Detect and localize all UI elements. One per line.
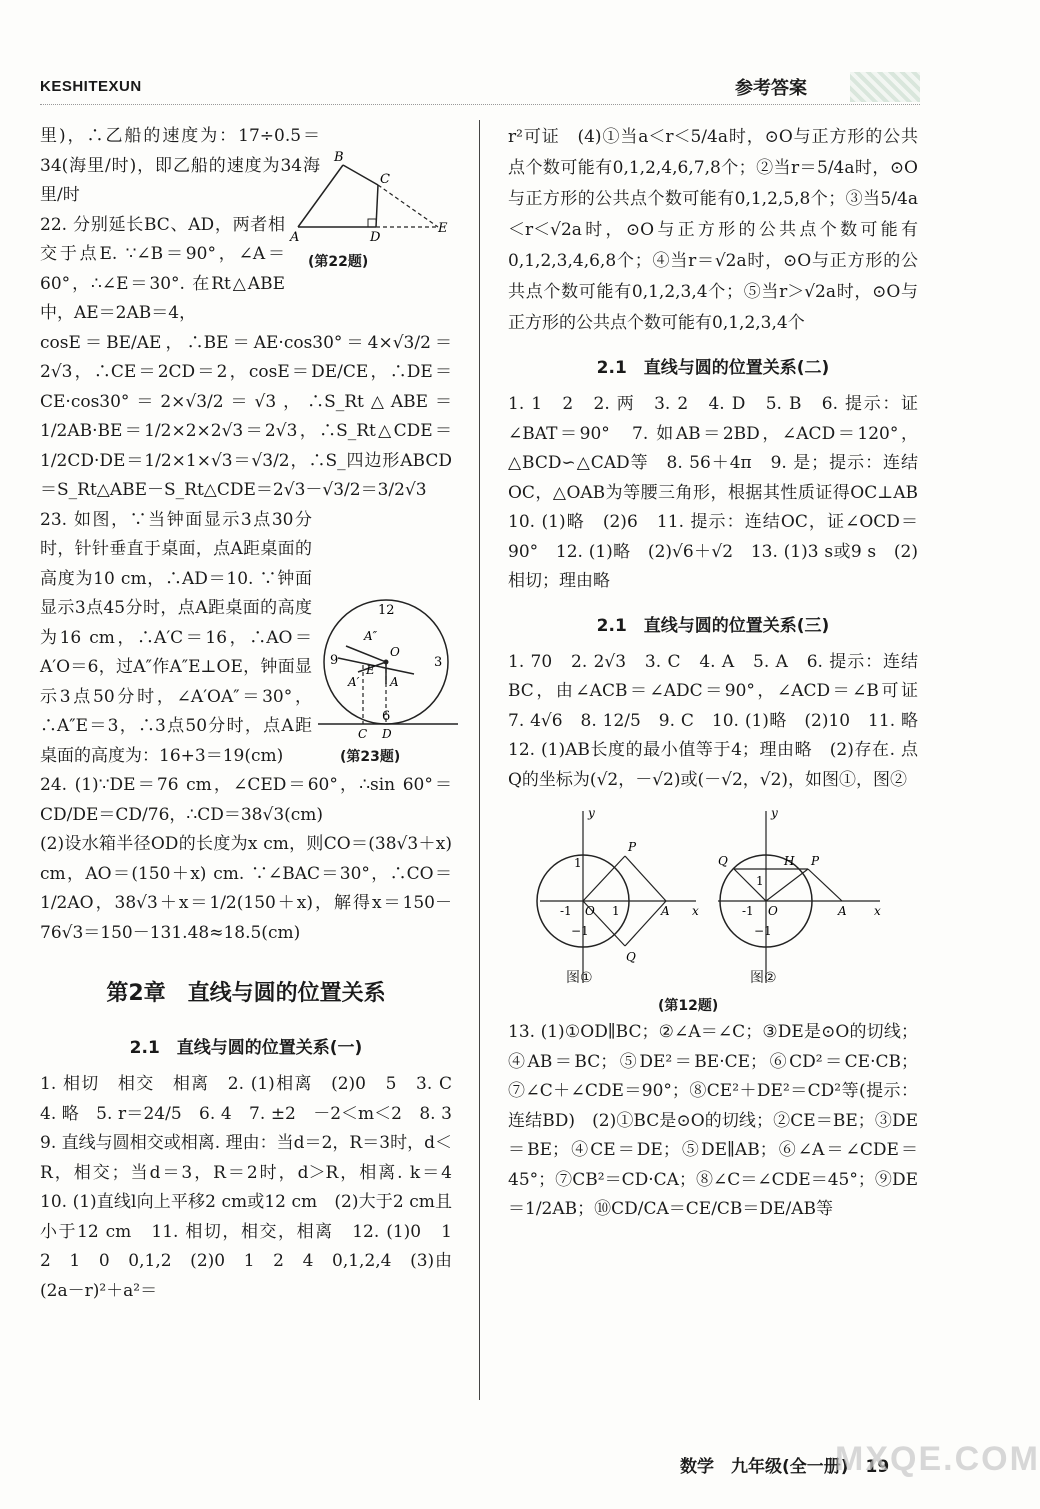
page-footer: 数学 九年级(全一册) 19 — [680, 1457, 890, 1477]
clock-6: 6 — [382, 709, 391, 724]
fig1-1: 1 — [612, 904, 620, 918]
fig1-P: P — [628, 840, 637, 854]
figure-12-group — [508, 803, 918, 1018]
fig2-minus1: -1 — [742, 904, 754, 918]
fig1-minus1: -1 — [560, 904, 572, 918]
clock-12: 12 — [378, 603, 395, 618]
answer-24-part2: (2)设水箱半径OD的长度为x cm，则CO＝(38√3＋x) cm，AO＝(150＋x) cm. ∵∠BAC＝30°，∴CO＝1/2AO，38√3＋x＝1/2(150＋x)，解得x＝150－76√3＝150－131.48≈18.5(cm) — [40, 834, 452, 943]
label-C: C — [380, 172, 390, 187]
fig1-O: O — [585, 904, 595, 918]
header-brand: KESHITEXUN — [40, 78, 142, 95]
label-B: B — [334, 150, 344, 165]
label-A: A — [390, 675, 399, 689]
fig1-y: y — [588, 806, 595, 820]
label-A-double-prime: A″ — [364, 629, 378, 643]
fig2-1: 1 — [756, 874, 764, 888]
fig2-O: O — [768, 904, 778, 918]
answer-12-continued: r²可证 (4)①当a＜r＜5/4a时，⊙O与正方形的公共点个数可能有0,1,2,4,6,7,8个；②当r＝5/4a时，⊙O与正方形的公共点个数可能有0,1,2,5,8个；③当5/4a＜r＜√2a时，⊙O与正方形的公共点个数可能有0,1,2,3,4,6,8个；④当r＝√2a时，⊙O与正方形的公共点个数可能有0,1,2,3,4个；⑤当r＞√2a时，⊙O与正方形的公共点个数可能有0,1,2,3,4个 — [508, 127, 918, 333]
label-D: D — [382, 727, 392, 741]
fig1-Q: Q — [626, 950, 636, 964]
fig1-A: A — [661, 904, 670, 918]
section-title-2: 2.1 直线与圆的位置关系(二) — [596, 358, 830, 378]
watermark: MXQE.COM — [835, 1440, 1040, 1478]
column-divider — [479, 120, 480, 1400]
header-decoration — [850, 72, 920, 102]
right-column — [508, 122, 935, 1225]
section-title-3: 2.1 直线与圆的位置关系(三) — [596, 615, 830, 636]
fig2-P: P — [811, 854, 820, 868]
clock-9: 9 — [330, 653, 339, 668]
label-C: C — [358, 727, 368, 741]
label-E: E — [438, 221, 448, 236]
fig2-A: A — [838, 904, 847, 918]
label-E: E — [366, 663, 375, 677]
header-title: 参考答案 — [735, 78, 807, 99]
fig2-Q: Q — [718, 854, 728, 868]
label-O: O — [390, 645, 400, 659]
figure-12-caption-2: 图② — [750, 970, 777, 986]
section-1-answers: 1. 相切 相交 相离 2. (1)相离 (2)0 5 3. C 4. 略 5. r＝24/5 6. 4 7. ±2 －2＜m＜2 8. 3 9. 直线与圆相交或相离. 理由：当d＝2，R＝3时，d＜R，相交；当d＝3，R＝2时，d＞R，相离. k＝4 10. (1)直线l向上平移2 cm或12 cm (2)大于2 cm且小于12 cm 11. 相切，相交，相离 12. (1)0 1 2 1 0 0,1,2 (2)0 1 2 4 0,1,2,4 (3)由(2a－r)²＋a²＝ — [40, 1074, 469, 1301]
fig2-x: x — [874, 904, 881, 918]
label-A-prime: A′ — [348, 675, 360, 689]
label-A: A — [290, 230, 300, 245]
figure-22-caption: (第22题) — [308, 254, 369, 270]
figure-12-caption-1: 图① — [566, 970, 593, 986]
answer-22-calc: cosE＝BE/AE，∴BE＝AE·cos30°＝4×√3/2＝2√3，∴CE＝2CD＝2，cosE＝DE/CE，∴DE＝CE·cos30°＝2×√3/2＝√3，∴S_Rt△ABE＝1/2AB·BE＝1/2×2×2√3＝2√3，∴S_Rt△CDE＝1/2CD·DE＝1/2×1×√3＝√3/2，∴S_四边形ABCD＝S_Rt△ABE－S_Rt△CDE＝2√3－√3/2＝3/2√3 — [40, 332, 452, 500]
header-rule — [40, 104, 920, 105]
figure-23 — [318, 592, 458, 772]
figure-23-caption: (第23题) — [340, 749, 401, 765]
clock-3: 3 — [434, 655, 443, 670]
fig2-y: y — [771, 806, 778, 820]
fig1-x: x — [692, 904, 699, 918]
chapter-title: 第2章 直线与圆的位置关系 — [106, 981, 386, 1006]
figure-12-diagrams — [508, 803, 918, 993]
label-D: D — [370, 230, 381, 245]
answer-13: 13. (1)①OD∥BC；②∠A＝∠C；③DE是⊙O的切线；④AB＝BC；⑤DE²＝BE·CE；⑥CD²＝CE·CB；⑦∠C＋∠CDE＝90°；⑧CE²＋DE²＝CD²等(提示：连结BD) (2)①BC是⊙O的切线；②CE＝BE；③DE＝BE；④CE＝DE；⑤DE∥AB；⑥∠A＝∠CDE＝45°；⑦CB²＝CD·CA；⑧∠C＝∠CDE＝45°；⑨DE＝1/2AB；⑩CD/CA＝CE/CB＝DE/AB等 — [508, 1022, 918, 1219]
section-2-answers: 1. 1 2 2. 两 3. 2 4. D 5. B 6. 提示：证∠BAT＝90° 7. 如AB＝2BD，∠ACD＝120°，△BCD∽△CAD等 8. 56＋4π 9. 是；提示：连结OC，△OAB为等腰三角形，根据其性质证得OC⊥AB 10. (1)略 (2)6 11. 提示：连结OC，证∠OCD＝90° 12. (1)略 (2)√6＋√2 13. (1)3 s或9 s (2)相切；理由略 — [508, 394, 935, 591]
fig2-H: H — [784, 854, 795, 868]
figure-12-caption: (第12题) — [658, 998, 719, 1014]
figure-22 — [288, 145, 458, 275]
figure-23-diagram — [318, 592, 458, 742]
fig2-minus1-y: −1 — [754, 924, 772, 938]
answer-21-tail: 里)，∴乙船的速度为：17÷0.5＝34(海里/时)，即乙船的速度为34海里/时 — [40, 126, 320, 205]
answer-24-part1: 24. (1)∵DE＝76 cm，∠CED＝60°，∴sin 60°＝CD/DE＝CD/76，∴CD＝38√3(cm) — [40, 775, 452, 825]
fig1-minus1-y: −1 — [571, 924, 589, 938]
answer-22-intro: 22. 分别延长BC、AD，两者相交于点E. ∵∠B＝90°，∠A＝60°，∴∠E＝30°. 在Rt△ABE中，AE＝2AB＝4， — [40, 214, 285, 323]
fig1-1-y: 1 — [574, 856, 582, 870]
answer-23: 23. 如图，∵当钟面显示3点30分时，针针垂直于桌面，点A距桌面的高度为10 cm，∴AD＝10. ∵钟面显示3点45分时，点A距桌面的高度为16 cm，∴A′C＝16，∴AO＝A′O＝6，过A″作A″E⊥OE，钟面显示3点50分时，∠A′OA″＝30°，∴A″E＝3，∴3点50分时，点A距桌面的高度为：16+3＝19(cm) — [40, 509, 312, 766]
section-title-1: 2.1 直线与圆的位置关系(一) — [129, 1038, 363, 1058]
section-3-answers: 1. 70 2. 2√3 3. C 4. A 5. A 6. 提示：连结BC，由∠ACB＝∠ADC＝90°，∠ACD＝∠B可证 7. 4√6 8. 12/5 9. C 10. (1)略 (2)10 11. 略 12. (1)AB长度的最小值等于4；理由略 (2)存在. 点Q的坐标为(√2，－√2)或(－√2，√2)，如图①，图② — [508, 651, 935, 790]
